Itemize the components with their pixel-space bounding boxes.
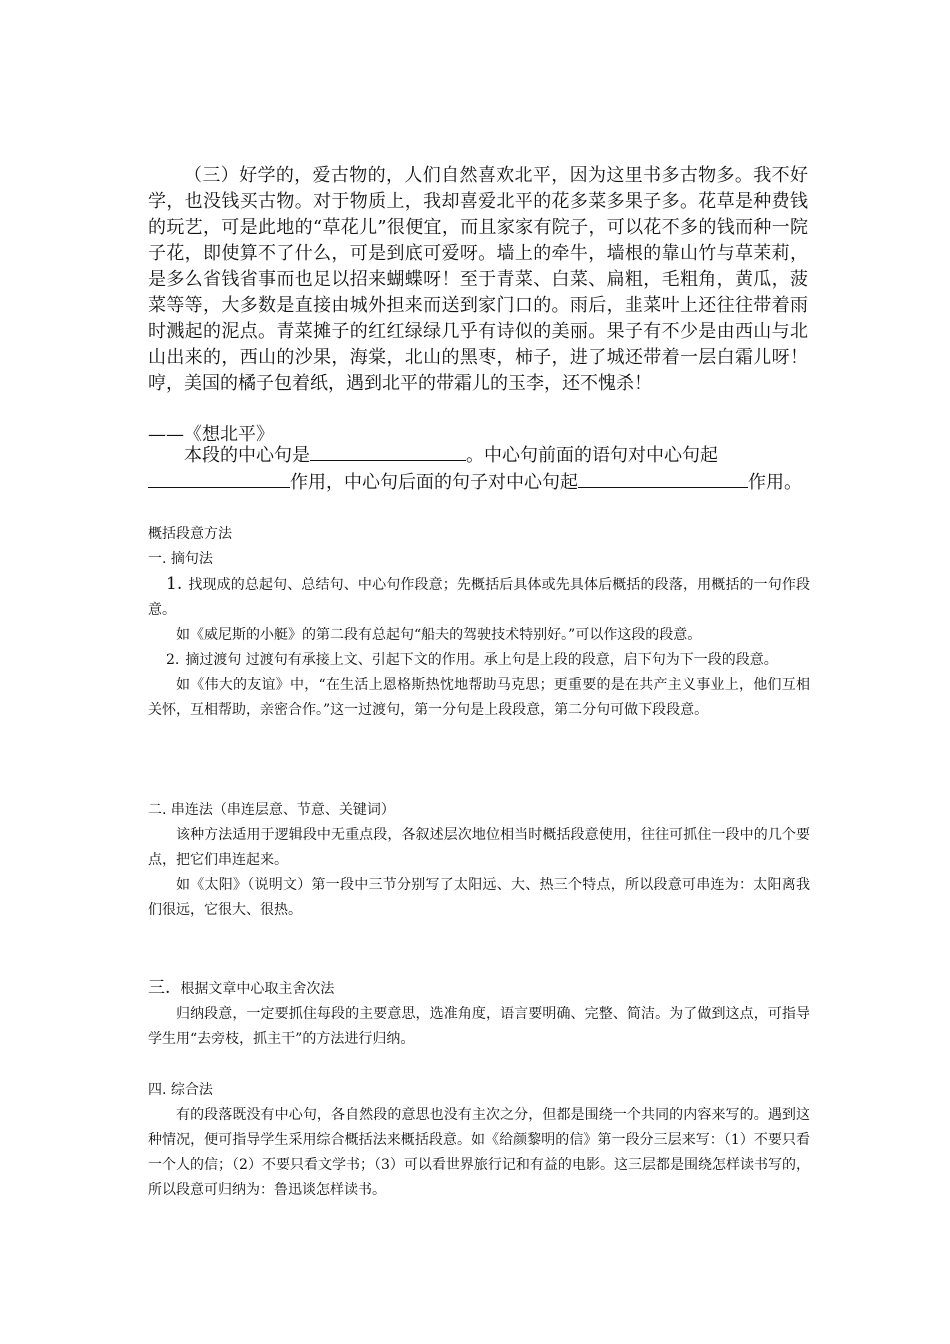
method-2-example: 如《太阳》（说明文）第一段中三节分别写了太阳远、大、热三个特点，所以段意可串连为：太阳离我们很远，它很大、很热。 xyxy=(148,877,810,918)
method-1-item-2: 2. 摘过渡句 过渡句有承接上文、引起下文的作用。承上句是上段的段意，启下句为下一段的段意。 xyxy=(166,652,778,668)
item-number: 2. xyxy=(166,652,180,668)
question-part-2: 。中心句前面的语句对中心句起 xyxy=(466,445,718,466)
answer-blank-3[interactable] xyxy=(578,469,748,488)
methods-title: 概括段意方法 xyxy=(148,526,232,542)
method-3-text: 归纳段意，一定要抓住每段的主要意思，选准角度，语言要明确、完整、简洁。为了做到这点，可指导学生用“去旁枝，抓主干”的方法进行归纳。 xyxy=(148,1006,810,1047)
method-1-item-1-example: 如《威尼斯的小艇》的第二段有总起句“船夫的驾驶技术特别好。”可以作这段的段意。 xyxy=(176,627,702,643)
answer-blank-2[interactable] xyxy=(148,469,290,488)
method-4-section xyxy=(148,1078,810,1203)
question-part-3: 作用，中心句后面的句子对中心句起 xyxy=(290,472,578,493)
question-part-1: 本段的中心句是 xyxy=(184,445,310,466)
item-number: 1. xyxy=(166,574,183,594)
fill-in-question xyxy=(148,442,828,496)
method-1-item-1: 1. 找现成的总起句、总结句、中心句作段意；先概括后具体或先具体后概括的段落，用概括的一句作段意。 xyxy=(148,574,810,618)
method-4-text: 有的段落既没有中心句，各自然段的意思也没有主次之分，但都是围绕一个共同的内容来写的。遇到这种情况，便可指导学生采用综合概括法来概括段意。如《给颜黎明的信》第一段分三层来写：（1）不要只看一个人的信；（2）不要只看文学书；（3）可以看世界旅行记和有益的电影。这三层都是围绕怎样读书写的，所以段意可归纳为：鲁迅谈怎样读书。 xyxy=(148,1107,810,1198)
method-2-heading: 二. 串连法（串连层意、节意、关键词） xyxy=(148,802,395,818)
method-2-section xyxy=(148,798,810,923)
method-3-heading: 三. 根据文章中心取主舍次法 xyxy=(148,978,335,998)
method-1-item-2-example: 如《伟大的友谊》中，“在生活上恩格斯热忱地帮助马克思；更重要的是在共产主义事业上，他们互相关怀，互相帮助，亲密合作。”这一过渡句，第一分句是上段段意，第二分句可做下段段意。 xyxy=(148,677,810,718)
question-part-4: 作用。 xyxy=(748,472,802,493)
passage-source: ——《想北平》 xyxy=(148,424,274,445)
answer-blank-1[interactable] xyxy=(310,442,466,461)
reading-passage: （三）好学的，爱古物的，人们自然喜欢北平，因为这里书多古物多。我不好学，也没钱买古物。对于物质上，我却喜爱北平的花多菜多果子多。花草是种费钱的玩艺，可是此地的“草花儿”很便宜，而且家家有院子，可以花不多的钱而种一院子花，即使算不了什么，可是到底可爱呀。墙上的牵牛，墙根的靠山竹与草茉莉，是多么省钱省事而也足以招来蝴蝶呀！至于青菜、白菜、扁粗，毛粗角，黄瓜，菠菜等等，大多数是直接由城外担来而送到家门口的。雨后，韭菜叶上还往往带着雨时溅起的泥点。青菜摊子的红红绿绿几乎有诗似的美丽。果子有不少是由西山与北山出来的，西山的沙果，海棠，北山的黑枣，柿子，进了城还带着一层白霜儿呀！哼，美国的橘子包着纸，遇到北平的带霜儿的玉李，还不愧杀！ xyxy=(148,165,808,394)
methods-section xyxy=(148,522,810,723)
method-4-heading: 四. 综合法 xyxy=(148,1082,213,1098)
method-2-text: 该种方法适用于逻辑段中无重点段，各叙述层次地位相当时概括段意使用，往往可抓住一段中的几个要点，把它们串连起来。 xyxy=(148,827,810,868)
method-1-heading: 一. 摘句法 xyxy=(148,551,213,567)
method-3-section xyxy=(148,976,810,1052)
